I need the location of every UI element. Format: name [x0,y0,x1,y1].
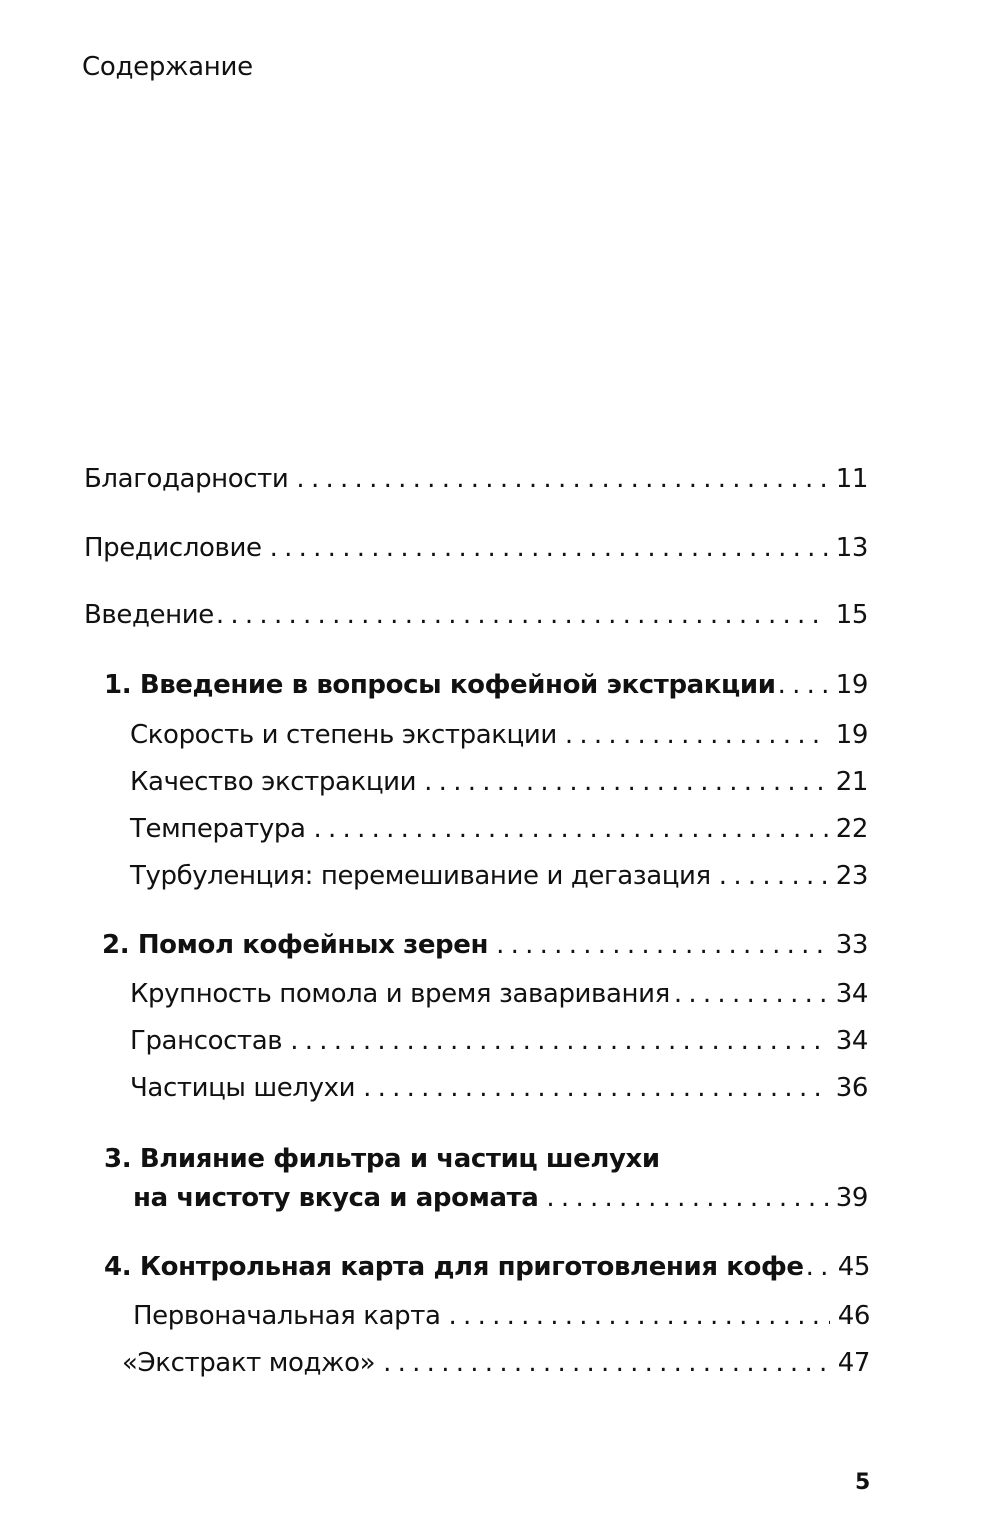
toc-entry-page: 47 [837,1348,870,1378]
page-title: Содержание [82,52,253,82]
toc-entry-section [130,859,868,893]
toc-entry-page: 23 [835,861,868,891]
toc-entry-page: 11 [835,464,868,494]
toc-entry-section [130,718,868,752]
toc-entry-page: 45 [837,1252,870,1282]
dot-leader [565,718,828,752]
toc-entry-chapter-4 [104,1250,870,1284]
toc-entry-chapter-2 [102,928,868,962]
toc-entry-page: 36 [835,1073,868,1103]
dot-leader [719,859,828,893]
toc-entry-title: на чистоту вкуса и аромата [133,1183,539,1213]
toc-entry-page: 34 [835,979,868,1009]
toc-entry-chapter-1 [104,668,868,702]
toc-entry-chapter-3-line-1: 3. Влияние фильтра и частиц шелухи [104,1144,660,1174]
dot-leader [270,531,828,565]
toc-entry-page: 22 [835,814,868,844]
dot-leader [363,1071,828,1105]
dot-leader [496,928,828,962]
toc-entry-chapter-3 [133,1181,868,1215]
dot-leader [449,1299,830,1333]
toc-entry-title: Качество экстракции [130,767,417,797]
toc-entry-page: 13 [835,533,868,563]
toc-entry-title: Турбуленция: перемешивание и дегазация [130,861,711,891]
toc-entry-page: 46 [837,1301,870,1331]
toc-entry-page: 15 [835,600,868,630]
dot-leader [806,1250,830,1284]
toc-entry-page: 19 [835,670,868,700]
toc-entry-section [130,812,868,846]
dot-leader [424,765,828,799]
toc-entry-title: 4. Контрольная карта для приготовления кофе [104,1252,804,1282]
toc-entry-title: Введение [84,600,214,630]
toc-entry-title: Скорость и степень экстракции [130,720,557,750]
toc-entry-page: 39 [835,1183,868,1213]
dot-leader [314,812,829,846]
toc-entry-title: Частицы шелухи [130,1073,356,1103]
toc-entry-section [130,1071,868,1105]
toc-entry-title: 1. Введение в вопросы кофейной экстракции [104,670,776,700]
dot-leader [674,977,828,1011]
dot-leader [778,668,828,702]
toc-entry-title: Температура [130,814,306,844]
dot-leader [296,462,828,496]
toc-entry-page: 33 [835,930,868,960]
page-number: 5 [855,1470,871,1495]
toc-entry-title: Предисловие [84,533,262,563]
toc-entry-acknowledgements [84,462,868,496]
toc-entry-title: «Экстракт моджо» [122,1348,376,1378]
toc-entry-page: 19 [835,720,868,750]
toc-entry-title: Благодарности [84,464,289,494]
toc-entry-section [130,1024,868,1058]
dot-leader [290,1024,828,1058]
toc-entry-title: Грансостав [130,1026,283,1056]
toc-entry-section [122,1346,870,1380]
toc-entry-section [130,977,868,1011]
toc-entry-title: 2. Помол кофейных зерен [102,930,489,960]
toc-entry-page: 34 [835,1026,868,1056]
dot-leader [216,598,828,632]
toc-entry-section [130,765,868,799]
toc-entry-page: 21 [835,767,868,797]
dot-leader [546,1181,828,1215]
toc-entry-title: Первоначальная карта [133,1301,441,1331]
toc-entry-section [133,1299,870,1333]
dot-leader [383,1346,830,1380]
toc-entry-introduction [84,598,868,632]
toc-entry-preface [84,531,868,565]
toc-entry-title: Крупность помола и время заваривания [130,979,670,1009]
